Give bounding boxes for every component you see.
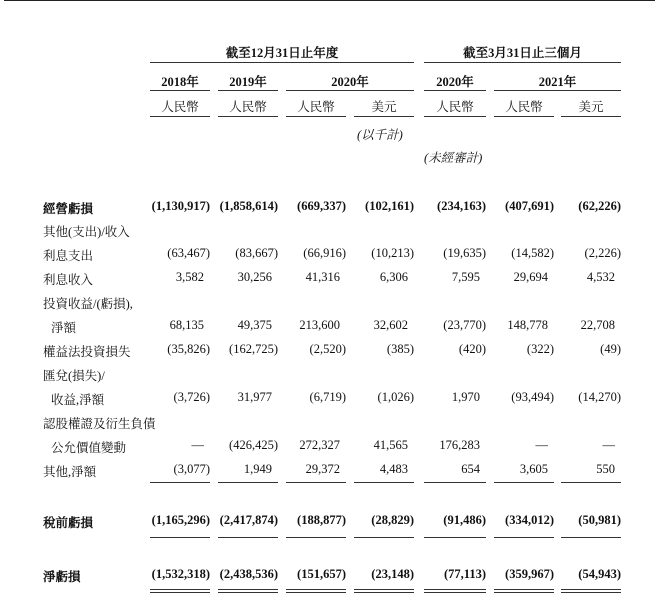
cell: (3,726) (173, 390, 210, 404)
cell: (359,967) (505, 567, 554, 581)
cell: (50,981) (578, 513, 621, 527)
cell: (14,270) (578, 390, 621, 404)
table-row (0, 246, 655, 266)
row-label: 利息收入 (43, 273, 94, 287)
header-group-quarterly-underline (424, 62, 621, 63)
cell: — (535, 438, 548, 452)
double-underline (286, 589, 346, 590)
cell: (54,943) (578, 567, 621, 581)
header-currency-3-underline (286, 116, 346, 117)
cell: (102,161) (365, 199, 414, 213)
row-label: 淨額 (51, 321, 77, 335)
header-year-2021-underline (494, 90, 621, 91)
total-underline (150, 537, 210, 538)
header-currency-1: 人民幣 (161, 100, 199, 114)
header-currency-5-underline (424, 116, 486, 117)
header-year-2019: 2019年 (229, 75, 267, 89)
total-underline (218, 537, 278, 538)
subtotal-underline (494, 482, 554, 483)
header-currency-6: 人民幣 (505, 100, 543, 114)
cell: 4,532 (586, 270, 615, 284)
cell: 272,327 (299, 438, 340, 452)
cell: 1,949 (243, 462, 272, 476)
cell: (3,077) (173, 462, 210, 476)
cell: (2,226) (584, 246, 621, 260)
double-underline (354, 592, 414, 593)
table-row (0, 222, 655, 242)
cell: 4,483 (379, 462, 408, 476)
cell: 22,708 (580, 318, 615, 332)
subtotal-underline (561, 482, 621, 483)
header-group-annual: 截至12月31日止年度 (225, 46, 339, 60)
row-label: 權益法投資損失 (43, 345, 131, 359)
cell: (1,130,917) (151, 199, 210, 213)
cell: (151,657) (297, 567, 346, 581)
cell: (23,148) (371, 567, 414, 581)
total-underline (286, 537, 346, 538)
table-row (0, 294, 655, 314)
table-row (0, 438, 655, 458)
cell: (420) (458, 342, 486, 356)
cell: (188,877) (297, 513, 346, 527)
table-row (0, 567, 655, 587)
cell: (19,635) (443, 246, 486, 260)
cell: (35,826) (167, 342, 210, 356)
cell: 31,977 (237, 390, 272, 404)
table-row (0, 318, 655, 338)
header-year-2018: 2018年 (161, 75, 199, 89)
cell: 29,694 (513, 270, 548, 284)
header-currency-5: 人民幣 (436, 100, 474, 114)
header-currency-7: 美元 (578, 100, 604, 114)
row-label: 淨虧損 (43, 570, 81, 584)
double-underline (286, 592, 346, 593)
double-underline (354, 589, 414, 590)
note-unaudited: (未經審計) (424, 151, 483, 165)
total-underline (494, 537, 554, 538)
header-currency-2: 人民幣 (229, 100, 267, 114)
cell: 654 (461, 462, 480, 476)
cell: (2,417,874) (219, 513, 278, 527)
cell: (234,163) (437, 199, 486, 213)
cell: 176,283 (439, 438, 480, 452)
cell: 49,375 (237, 318, 272, 332)
cell: 68,135 (169, 318, 204, 332)
cell: (1,026) (377, 390, 414, 404)
cell: (93,494) (511, 390, 554, 404)
cell: (14,582) (511, 246, 554, 260)
cell: (91,486) (443, 513, 486, 527)
cell: — (191, 438, 204, 452)
header-year-2020-quarter-underline (424, 90, 486, 91)
double-underline (150, 589, 210, 590)
header-year-2018-underline (150, 90, 210, 91)
row-label: 稅前虧損 (43, 516, 94, 530)
cell: 3,582 (175, 270, 204, 284)
cell: (1,165,296) (151, 513, 210, 527)
row-label: 匯兌(損失)/ (43, 369, 105, 383)
table-row (0, 199, 655, 219)
double-underline (494, 592, 554, 593)
cell: (6,719) (309, 390, 346, 404)
cell: (66,916) (303, 246, 346, 260)
double-underline (561, 589, 621, 590)
cell: 1,970 (451, 390, 480, 404)
cell: 41,316 (305, 270, 340, 284)
double-underline (150, 592, 210, 593)
subtotal-underline (424, 482, 486, 483)
double-underline (218, 592, 278, 593)
cell: (426,425) (229, 438, 278, 452)
double-underline (561, 592, 621, 593)
cell: (28,829) (371, 513, 414, 527)
cell: (23,770) (443, 318, 486, 332)
cell: (334,012) (505, 513, 554, 527)
cell: 7,595 (451, 270, 480, 284)
cell: (162,725) (229, 342, 278, 356)
double-underline (494, 589, 554, 590)
double-underline (218, 589, 278, 590)
cell: (407,691) (505, 199, 554, 213)
row-label: 收益,淨額 (51, 393, 105, 407)
header-currency-7-underline (561, 116, 621, 117)
row-label: 投資收益/(虧損), (43, 297, 133, 311)
cell: (385) (386, 342, 414, 356)
note-thousands: (以千計) (357, 128, 403, 142)
row-label: 其他(支出)/收入 (43, 225, 130, 239)
subtotal-underline (286, 482, 346, 483)
cell: 213,600 (299, 318, 340, 332)
cell: (669,337) (297, 199, 346, 213)
cell: 32,602 (373, 318, 408, 332)
cell: (1,532,318) (151, 567, 210, 581)
cell: 41,565 (373, 438, 408, 452)
subtotal-underline (150, 482, 210, 483)
header-currency-4: 美元 (371, 100, 397, 114)
cell: (322) (526, 342, 554, 356)
header-currency-1-underline (150, 116, 210, 117)
cell: 148,778 (507, 318, 548, 332)
cell: (2,520) (309, 342, 346, 356)
row-label: 其他,淨額 (43, 465, 97, 479)
row-label: 公允價值變動 (51, 441, 127, 455)
cell: 30,256 (237, 270, 272, 284)
cell: 6,306 (379, 270, 408, 284)
cell: (77,113) (443, 567, 486, 581)
table-row (0, 462, 655, 482)
table-row (0, 414, 655, 434)
cell: (62,226) (578, 199, 621, 213)
total-underline (424, 537, 486, 538)
header-group-annual-underline (150, 62, 414, 63)
cell: (1,858,614) (219, 199, 278, 213)
header-year-2020-annual-underline (286, 90, 414, 91)
cell: — (602, 438, 615, 452)
header-year-2020-quarter: 2020年 (436, 75, 474, 89)
header-currency-6-underline (494, 116, 554, 117)
header-year-2020-annual: 2020年 (331, 75, 369, 89)
top-rule (4, 0, 655, 1)
double-underline (424, 589, 486, 590)
cell: (10,213) (371, 246, 414, 260)
header-year-2019-underline (218, 90, 278, 91)
cell: 3,605 (519, 462, 548, 476)
row-label: 利息支出 (43, 249, 94, 263)
cell: (83,667) (235, 246, 278, 260)
total-underline (354, 537, 414, 538)
cell: (63,467) (167, 246, 210, 260)
header-currency-3: 人民幣 (297, 100, 335, 114)
table-row (0, 342, 655, 362)
row-label: 經營虧損 (43, 202, 94, 216)
cell: (2,438,536) (219, 567, 278, 581)
subtotal-underline (218, 482, 278, 483)
double-underline (424, 592, 486, 593)
total-underline (561, 537, 621, 538)
subtotal-underline (354, 482, 414, 483)
cell: 550 (596, 462, 615, 476)
table-row (0, 366, 655, 386)
table-row (0, 390, 655, 410)
header-currency-2-underline (218, 116, 278, 117)
table-row (0, 513, 655, 533)
header-group-quarterly: 截至3月31日止三個月 (463, 46, 582, 60)
header-year-2021: 2021年 (538, 75, 577, 89)
cell: 29,372 (305, 462, 340, 476)
header-currency-4-underline (354, 116, 414, 117)
table-row (0, 270, 655, 290)
cell: (49) (600, 342, 621, 356)
row-label: 認股權證及衍生負債 (43, 417, 156, 431)
